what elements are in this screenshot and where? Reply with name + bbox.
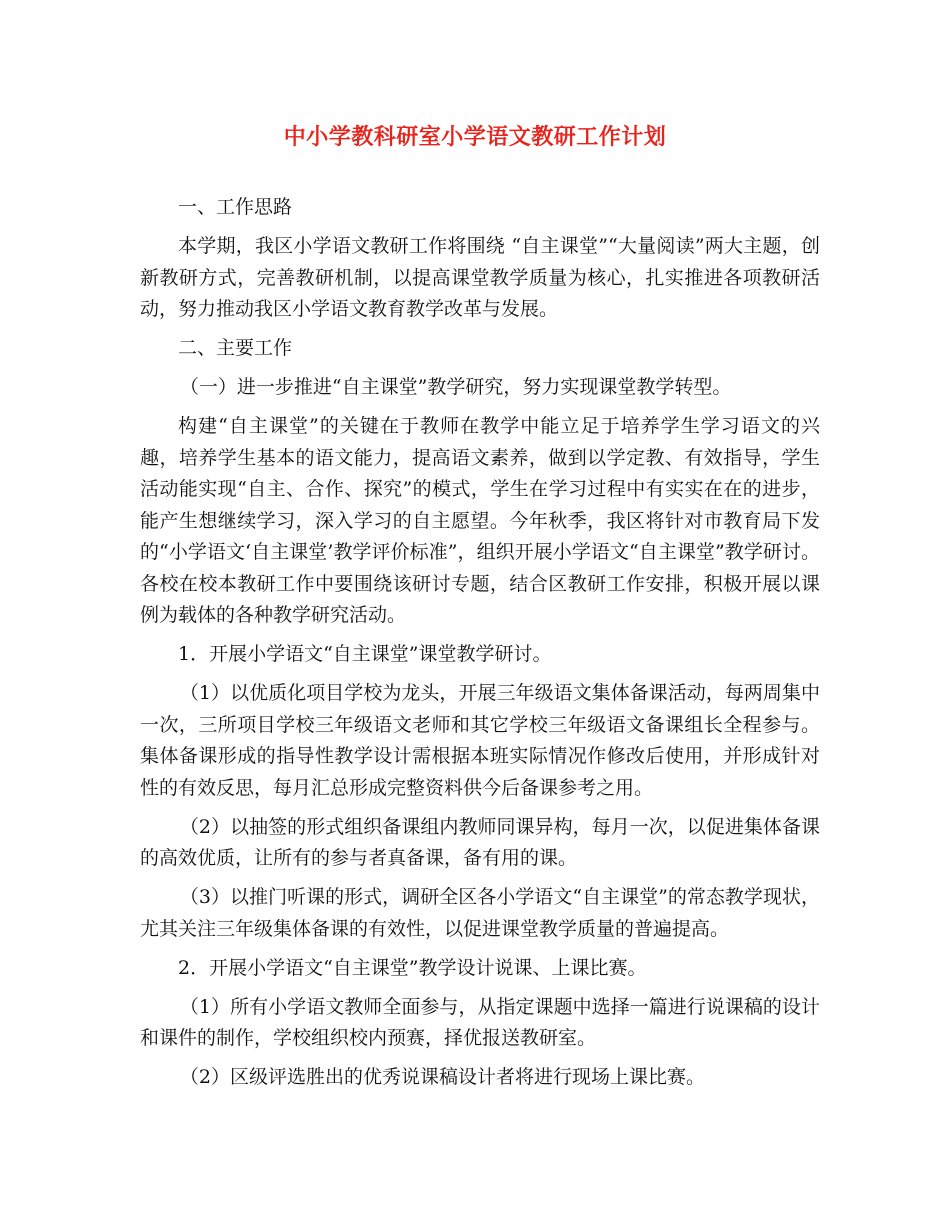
- document-title: 中小学教科研室小学语文教研工作计划: [283, 124, 667, 150]
- list-item: （2）区级评选胜出的优秀说课稿设计者将进行现场上课比赛。: [179, 1066, 705, 1088]
- list-item: （1）以优质化项目学校为龙头，开展三年级语文集体备课活动，每两周集中一次，三所项目学校三年级语文老师和其它学校三年级语文备课组长全程参与。集体备课形成的指导性教学设计需根据本班实际情况作修改后使用，并形成针对性的有效反思，每月汇总形成完整资料供今后备课参考之用。: [140, 682, 820, 799]
- list-item: （3）以推门听课的形式，调研全区各小学语文“自主课堂”的常态教学现状，尤其关注三年级集体备课的有效性，以促进课堂教学质量的普遍提高。: [140, 886, 820, 940]
- list-item: （2）以抽签的形式组织备课组内教师同课异构，每月一次，以促进集体备课的高效优质，让所有的参与者真备课，备有用的课。: [140, 815, 820, 869]
- section-heading-main-work: 二、主要工作: [178, 337, 293, 359]
- list-item-heading: 2．开展小学语文“自主课堂”教学设计说课、上课比赛。: [178, 956, 647, 979]
- list-item-heading: 1．开展小学语文“自主课堂”课堂教学研讨。: [178, 643, 552, 665]
- paragraph: 构建“自主课堂”的关键在于教师在教学中能立足于培养学生学习语文的兴趣，培养学生基本的语文能力，提高语文素养，做到以学定教、有效指导，学生活动能实现“自主、合作、探究”的模式，学生在学习过程中有实实在在的进步，能产生想继续学习，深入学习的自主愿望。今年秋季，我区将针对市教育局下发的“小学语文‘自主课堂’教学评价标准”，组织开展小学语文“自主课堂”教学研讨。各校在校本教研工作中要围绕该研讨专题，结合区教研工作安排，积极开展以课例为载体的各种教学研究活动。: [140, 415, 820, 626]
- section-heading-work-ideas: 一、工作思路: [178, 196, 293, 218]
- list-item: （1）所有小学语文教师全面参与，从指定课题中选择一篇进行说课稿的设计和课件的制作，学校组织校内预赛，择优报送教研室。: [140, 995, 820, 1049]
- document-body: [140, 192, 820, 1101]
- subsection-heading: （一）进一步推进“自主课堂”教学研究，努力实现课堂教学转型。: [179, 376, 732, 398]
- paragraph: 本学期，我区小学语文教研工作将围绕 “自主课堂”“大量阅读”两大主题，创新教研方式，完善教研机制，以提高课堂教学质量为核心，扎实推进各项教研活动，努力推动我区小学语文教育教学改革与发展。: [140, 235, 820, 320]
